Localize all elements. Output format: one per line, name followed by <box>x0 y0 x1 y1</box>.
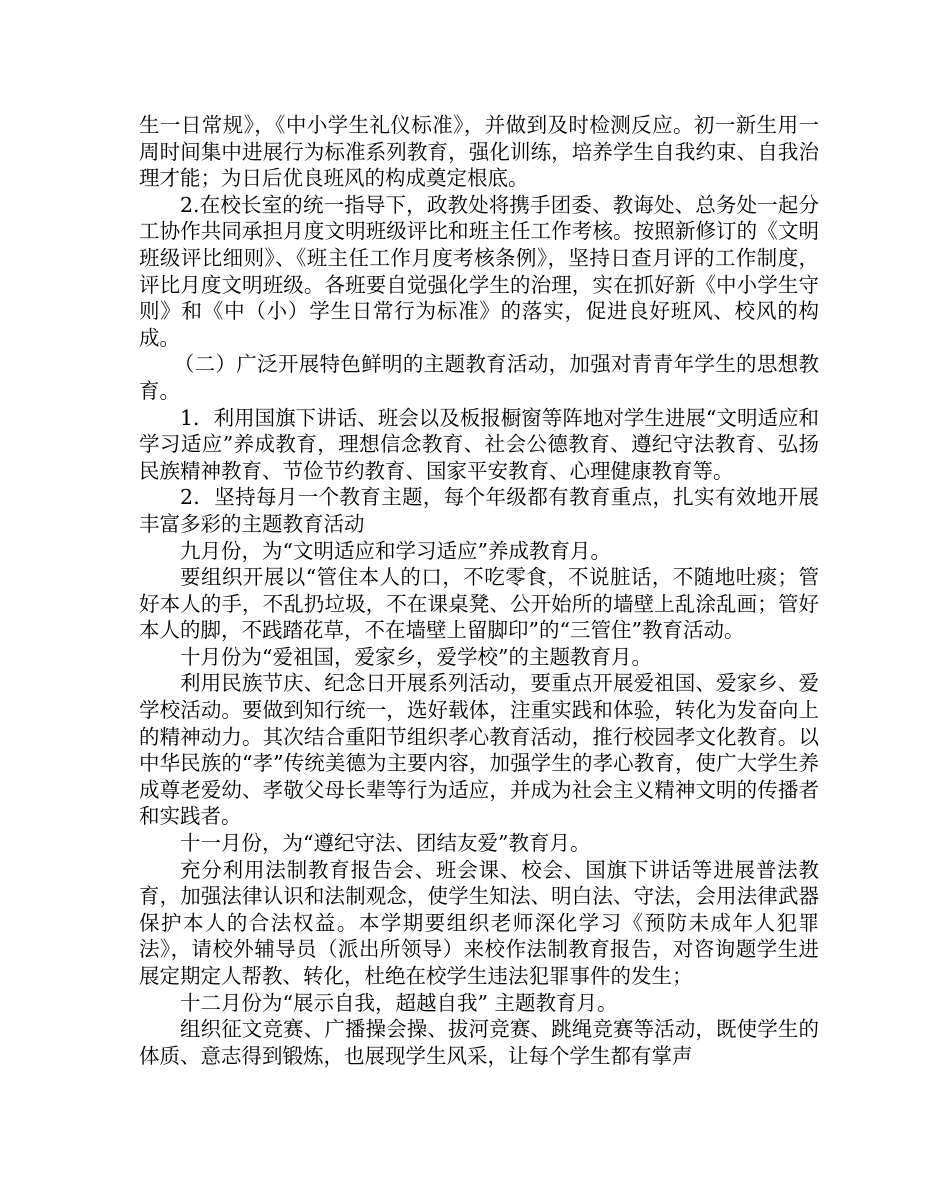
paragraph-1: 生一日常规》，《中小学生礼仪标准》，并做到及时检测反应。初一新生用一周时间集中进展行为标准系列教育，强化训练，培养学生自我约束、自我治理才能；为日后优良班风的构成奠定根底。 <box>139 113 819 191</box>
month-heading-october: 十月份为“爱祖国，爱家乡，爱学校”的主题教育月。 <box>180 644 652 669</box>
month-heading-november: 十一月份，为“遵纪守法、团结友爱”教育月。 <box>180 831 591 856</box>
paragraph-4: 2．坚持每月一个教育主题，每个年级都有教育重点，扎实有效地开展丰富多彩的主题教育活动 <box>139 485 819 536</box>
paragraph-8: 组织征文竞赛、广播操会操、拔河竞赛、跳绳竞赛等活动，既使学生的体质、意志得到锻炼，也展现学生风采，让每个学生都有掌声 <box>139 1017 819 1068</box>
document-page <box>139 112 819 1069</box>
month-heading-december: 十二月份为“展示自我，超越自我” 主题教育月。 <box>180 990 618 1015</box>
paragraph-2: 2.在校长室的统一指导下，政教处将携手团委、教诲处、总务处一起分工协作共同承担月度文明班级评比和班主任工作考核。按照新修订的《文明班级评比细则》、《班主任工作月度考核条例》，坚持日查月评的工作制度，评比月度文明班级。各班要自觉强化学生的治理，实在抓好新《中小学生守则》和《中（小）学生日常行为标准》的落实，促进良好班风、校风的构成。 <box>139 192 819 350</box>
paragraph-3: 1．利用国旗下讲话、班会以及板报橱窗等阵地对学生进展“文明适应和学习适应”养成教育，理想信念教育、社会公德教育、遵纪守法教育、弘扬民族精神教育、节俭节约教育、国家平安教育、心理健康教育等。 <box>139 405 819 483</box>
paragraph-7: 充分利用法制教育报告会、班会课、校会、国旗下讲话等进展普法教育，加强法律认识和法制观念，使学生知法、明白法、守法，会用法律武器保护本人的合法权益。本学期要组织老师深化学习《预防未成年人犯罪法》，请校外辅导员（派出所领导）来校作法制教育报告，对咨询题学生进展定期定人帮教、转化，杜绝在校学生违法犯罪事件的发生； <box>139 857 819 988</box>
paragraph-5: 要组织开展以“管住本人的口，不吃零食，不说脏话，不随地吐痰；管好本人的手，不乱扔垃圾，不在课桌凳、公开始所的墙壁上乱涂乱画；管好本人的脚，不践踏花草，不在墙壁上留脚印”的“三管住”教育活动。 <box>139 565 819 643</box>
section-heading: （二）广泛开展特色鲜明的主题教育活动，加强对青青年学生的思想教育。 <box>139 352 819 403</box>
month-heading-september: 九月份，为“文明适应和学习适应”养成教育月。 <box>180 538 611 563</box>
paragraph-6: 利用民族节庆、纪念日开展系列活动，要重点开展爱祖国、爱家乡、爱学校活动。要做到知行统一，选好载体，注重实践和体验，转化为发奋向上的精神动力。其次结合重阳节组织孝心教育活动，推行校园孝文化教育。以中华民族的“孝”传统美德为主要内容，加强学生的孝心教育，使广大学生养成尊老爱幼、孝敬父母长辈等行为适应，并成为社会主义精神文明的传播者和实践者。 <box>139 671 819 829</box>
